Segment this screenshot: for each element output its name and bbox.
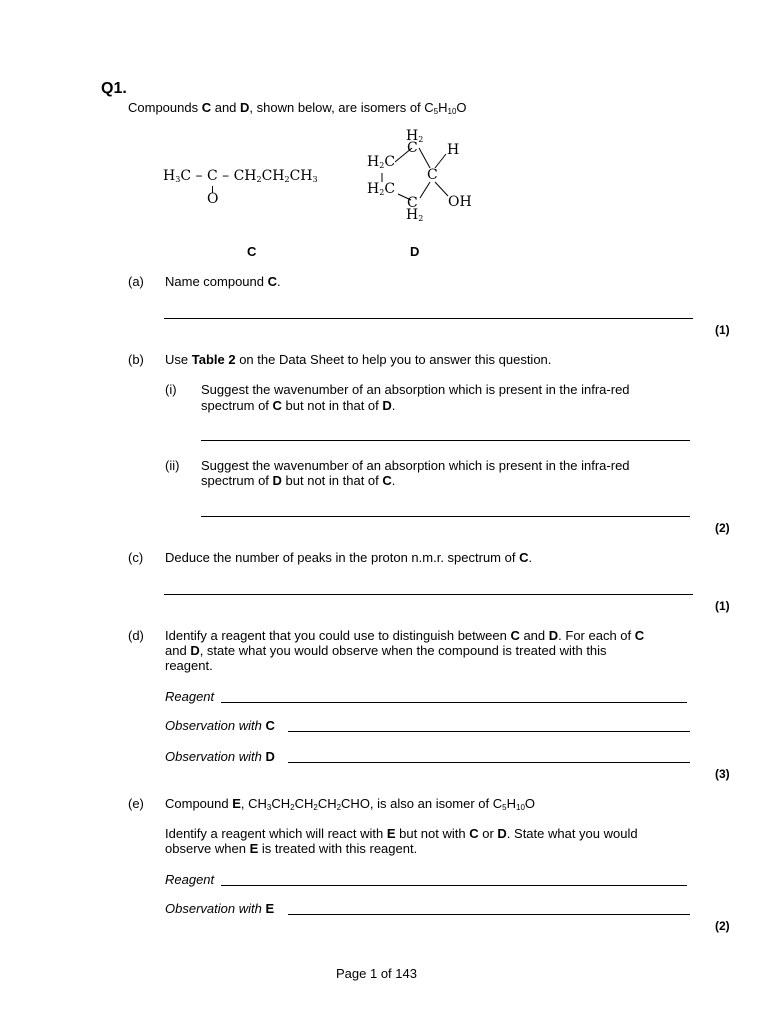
part-c-label: (c)	[128, 550, 144, 565]
reagent-label-e: Reagent	[165, 872, 215, 887]
part-d-label: (d)	[128, 628, 144, 643]
part-b-i-label: (i)	[165, 382, 177, 397]
answer-line-b-ii[interactable]	[201, 516, 690, 517]
part-d-line2: and D, state what you would observe when the compound is treated with this	[165, 643, 607, 658]
d-hydrogen: H	[447, 142, 460, 158]
observation-c-label: Observation with C	[165, 718, 275, 733]
d-top-h2: $H_2$	[406, 128, 424, 144]
structure-c-label: C	[247, 244, 257, 259]
part-b-i-line2: spectrum of C but not in that of D.	[201, 398, 396, 413]
question-number: Q1.	[101, 80, 127, 97]
part-e-line2: Identify a reagent which will react with E but not with C or D. State what you would	[165, 826, 638, 841]
part-b-ii-line2: spectrum of D but not in that of C.	[201, 473, 396, 488]
part-b-i-line1: Suggest the wavenumber of an absorption which is present in the infra-red	[201, 382, 630, 397]
carbonyl-oxygen: O	[207, 191, 219, 207]
reagent-line-e[interactable]	[221, 885, 687, 886]
observation-d-line[interactable]	[288, 762, 690, 763]
d-top-carbon: C	[407, 140, 418, 156]
question-intro: Compounds C and D, shown below, are isomers of $C_5H_{10}O$	[128, 100, 467, 116]
marks-d: (3)	[715, 767, 730, 781]
marks-b: (2)	[715, 521, 730, 535]
reagent-label-d: Reagent	[165, 689, 215, 704]
part-a-label: (a)	[128, 274, 144, 289]
part-b-ii-label: (ii)	[165, 458, 180, 473]
reagent-line-d[interactable]	[221, 702, 687, 703]
part-d-line3: reagent.	[165, 658, 213, 673]
observation-d-label: Observation with D	[165, 749, 275, 764]
answer-line-c[interactable]	[164, 594, 693, 595]
d-bottom-carbon: C	[407, 195, 418, 211]
d-upper-ch2: $H_2C$	[367, 154, 396, 170]
part-a-text: Name compound C.	[165, 274, 281, 289]
structure-d-label: D	[410, 244, 420, 259]
observation-c-line[interactable]	[288, 731, 690, 732]
part-e-line3: observe when E is treated with this reagent.	[165, 841, 418, 856]
part-b-text: Use Table 2 on the Data Sheet to help you to answer this question.	[165, 352, 552, 367]
d-lower-ch2: $H_2C$	[367, 181, 396, 197]
marks-a: (1)	[715, 323, 730, 337]
part-c-text: Deduce the number of peaks in the proton n.m.r. spectrum of C.	[165, 550, 533, 565]
structure-d-diagram	[360, 126, 490, 226]
marks-c: (1)	[715, 599, 730, 613]
part-b-ii-line1: Suggest the wavenumber of an absorption which is present in the infra-red	[201, 458, 630, 473]
part-b-label: (b)	[128, 352, 144, 367]
page-number: Page 1 of 143	[336, 966, 417, 981]
answer-line-a[interactable]	[164, 318, 693, 319]
part-e-line1: Compound E, $CH_3CH_2CH_2CH_2CHO$, is also an isomer of $C_5H_{10}O$	[165, 796, 536, 812]
part-e-label: (e)	[128, 796, 144, 811]
answer-line-b-i[interactable]	[201, 440, 690, 441]
observation-e-label: Observation with E	[165, 901, 275, 916]
observation-e-line[interactable]	[288, 914, 690, 915]
marks-e: (2)	[715, 919, 730, 933]
part-d-line1: Identify a reagent that you could use to distinguish between C and D. For each of C	[165, 628, 645, 643]
d-quaternary-carbon: C	[427, 167, 438, 183]
d-hydroxyl: OH	[448, 194, 472, 210]
d-bottom-h2: $H_2$	[406, 207, 424, 223]
structure-c-formula: $H_3C$ – C – $CH_2CH_2CH_3$	[163, 168, 318, 184]
